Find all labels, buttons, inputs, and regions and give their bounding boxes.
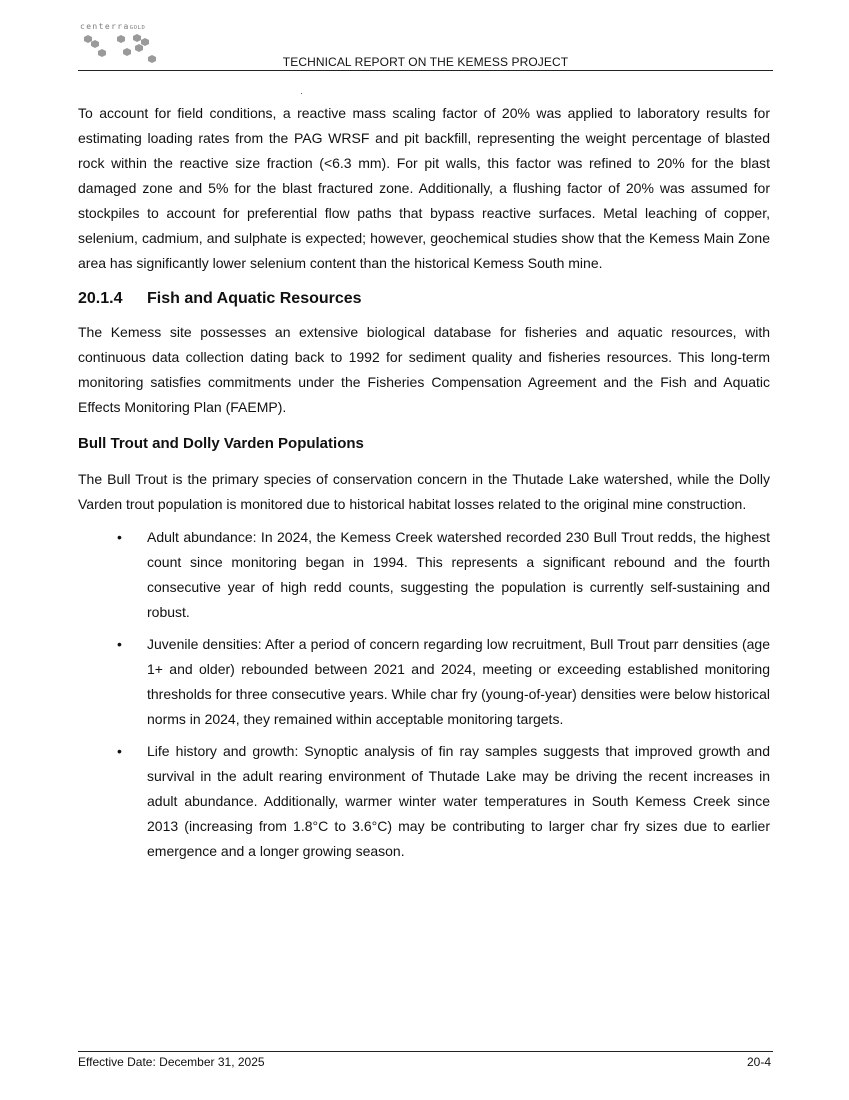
paragraph-loading-rates: To account for field conditions, a reactive mass scaling factor of 20% was applied to laboratory results for estimating loading rates from the PAG WRSF and pit backfill, representing the weight percentage of blasted rock within the reactive size fraction (<6.3 mm). For pit walls, this factor was refined to 20% for the blast damaged zone and 5% for the blast fractured zone. Additionally, a flushing factor of 20% was assumed for stockpiles to account for preferential flow paths that bypass reactive surfaces. Metal leaching of copper, selenium, cadmium, and sulphate is expected; however, geochemical studies show that the Kemess Main Zone area has significantly lower selenium content than the historical Kemess South mine. — [78, 105, 770, 271]
report-title: TECHNICAL REPORT ON THE KEMESS PROJECT — [282, 55, 569, 69]
paragraph-bull-trout: The Bull Trout is the primary species of conservation concern in the Thutade Lake watershed, while the Dolly Varden trout population is monitored due to historical habitat losses related to the original mine construction. — [78, 471, 770, 512]
effective-date: Effective Date: December 31, 2025 — [78, 1055, 265, 1069]
paragraph-biological-database: The Kemess site possesses an extensive biological database for fisheries and aquatic resources, with continuous data collection dating back to 1992 for sediment quality and fisheries resources. This long-term monitoring satisfies commitments under the Fisheries Compensation Agreement and the Fish and Aquatic Effects Monitoring Plan (FAEMP). — [78, 324, 770, 415]
section-heading — [78, 289, 770, 309]
list-item — [78, 739, 770, 864]
section-title: Fish and Aquatic Resources — [147, 290, 362, 307]
page-number: 20-4 — [746, 1055, 771, 1069]
list-item-text: Juvenile densities: After a period of concern regarding low recruitment, Bull Trout parr densities (age 1+ and older) rebounded between 2021 and 2024, meeting or exceeding established monitoring thresholds for three consecutive years. While char fry (young-of-year) densities were below historical norms in 2024, they remained within acceptable monitoring targets. — [147, 636, 770, 727]
bullet-icon: • — [117, 529, 122, 545]
list-item-text: Life history and growth: Synoptic analysis of fin ray samples suggests that improved growth and survival in the adult rearing environment of Thutade Lake may be driving the recent increases in adult abundance. Additionally, warmer winter water temperatures in South Kemess Creek since 2013 (increasing from 1.8°C to 3.6°C) may be contributing to larger char fry sizes due to earlier emergence and a longer growing season. — [147, 743, 770, 859]
main-content — [78, 101, 770, 871]
header-divider — [78, 70, 773, 71]
findings-list — [78, 525, 770, 864]
logo-word-suffix: GOLD — [129, 25, 146, 31]
list-item — [78, 525, 770, 625]
logo-word: centerra — [80, 22, 130, 31]
list-item-text: Adult abundance: In 2024, the Kemess Creek watershed recorded 230 Bull Trout redds, the highest count since monitoring began in 1994. This represents a significant rebound and the fourth consecutive year of high redd counts, suggesting the population is currently self-sustaining and robust. — [147, 529, 770, 620]
list-item — [78, 632, 770, 732]
subheading-populations: Bull Trout and Dolly Varden Populations — [78, 435, 364, 452]
stray-mark — [301, 93, 302, 94]
section-number: 20.1.4 — [78, 290, 123, 307]
footer-divider — [78, 1051, 773, 1052]
logo-wordmark — [80, 22, 145, 31]
bullet-icon: • — [117, 636, 122, 652]
bullet-icon: • — [117, 743, 122, 759]
